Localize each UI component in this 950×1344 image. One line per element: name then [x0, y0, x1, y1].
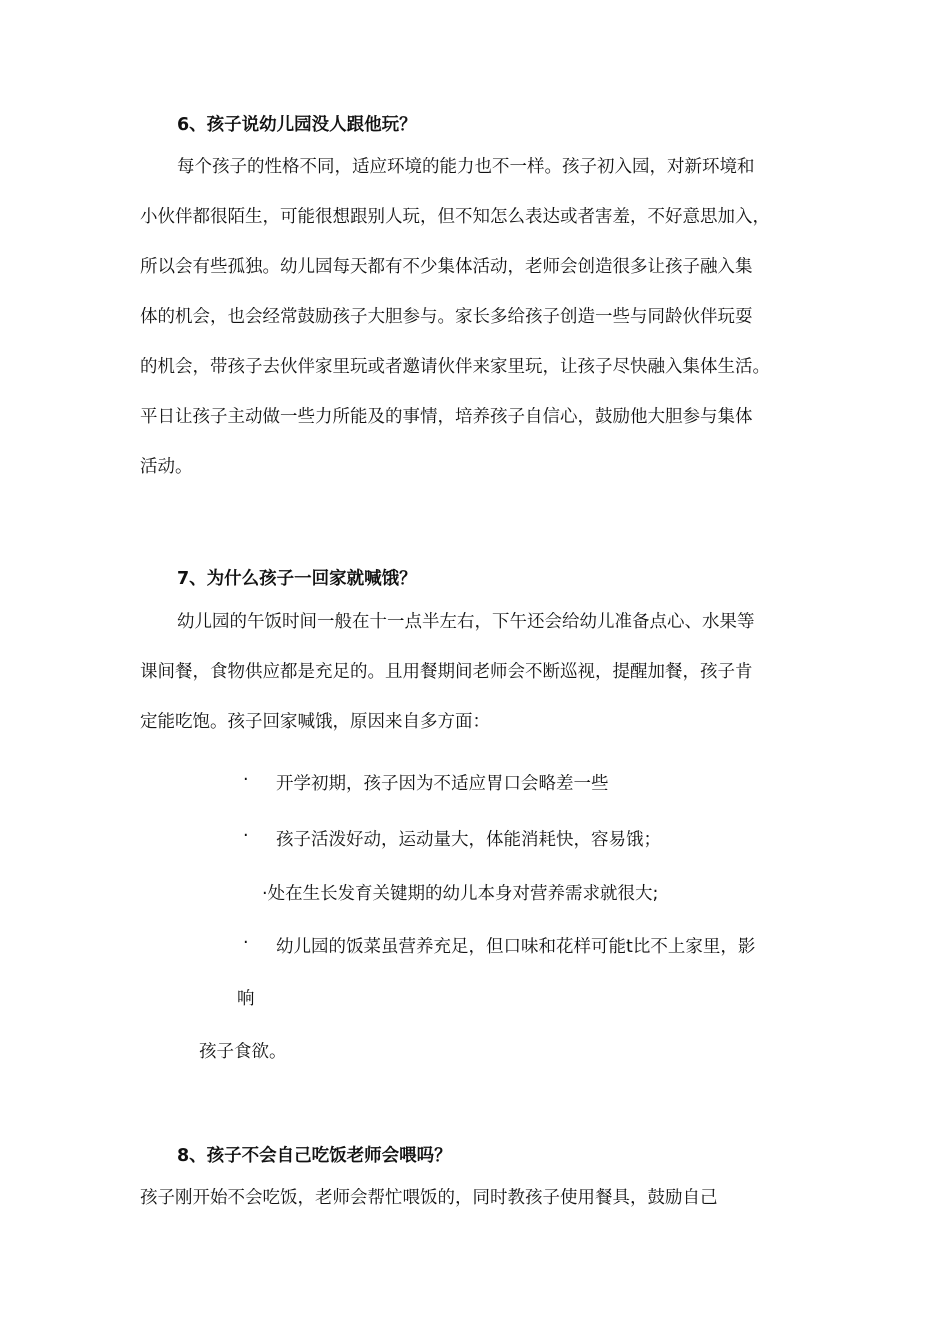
bullet-item-4-wrap: 响 [237, 989, 255, 1009]
section-7-line-3: 定能吃饱。孩子回家喊饿，原因来自多方面： [140, 712, 490, 732]
bullet-item-4: 幼儿园的饭菜虽营养充足，但口味和花样可能t比不上家里，影 [276, 937, 756, 957]
section-7-heading: 7、为什么孩子一回家就喊饿？ [177, 569, 417, 589]
section-6-line-6: 平日让孩子主动做一些力所能及的事情，培养孩子自信心，鼓励他大胆参与集体 [140, 407, 753, 427]
bullet-dot-1: · [243, 770, 249, 790]
section-6-line-7: 活动。 [140, 457, 193, 477]
section-8-line-1: 孩子刚开始不会吃饭，老师会帮忙喂饭的，同时教孩子使用餐具，鼓励自己 [140, 1188, 718, 1208]
section-6-line-2: 小伙伴都很陌生，可能很想跟别人玩，但不知怎么表达或者害羞，不好意思加入， [140, 207, 770, 227]
bullet-item-2: 孩子活泼好动，运动量大，体能消耗快，容易饿； [276, 830, 661, 850]
bullet-item-4-continuation: 孩子食欲。 [199, 1042, 287, 1062]
section-6-line-1: 每个孩子的性格不同，适应环境的能力也不一样。孩子初入园，对新环境和 [177, 157, 755, 177]
section-8-heading: 8、孩子不会自己吃饭老师会喂吗？ [177, 1146, 452, 1166]
bullet-item-3: ·处在生长发育关键期的幼儿本身对营养需求就很大; [262, 884, 659, 904]
section-7-line-1: 幼儿园的午饭时间一般在十一点半左右，下午还会给幼儿准备点心、水果等 [177, 612, 755, 632]
section-7-line-2: 课间餐，食物供应都是充足的。且用餐期间老师会不断巡视，提醒加餐，孩子肯 [140, 662, 753, 682]
section-6-line-4: 体的机会，也会经常鼓励孩子大胆参与。家长多给孩子创造一些与同龄伙伴玩耍 [140, 307, 753, 327]
section-6-line-5: 的机会，带孩子去伙伴家里玩或者邀请伙伴来家里玩，让孩子尽快融入集体生活。 [140, 357, 770, 377]
bullet-dot-4: · [243, 933, 249, 953]
bullet-dot-2: · [243, 826, 249, 846]
section-6-heading: 6、孩子说幼儿园没人跟他玩？ [177, 115, 417, 135]
bullet-item-1: 开学初期，孩子因为不适应胃口会略差一些 [276, 774, 609, 794]
section-6-line-3: 所以会有些孤独。幼儿园每天都有不少集体活动，老师会创造很多让孩子融入集 [140, 257, 753, 277]
